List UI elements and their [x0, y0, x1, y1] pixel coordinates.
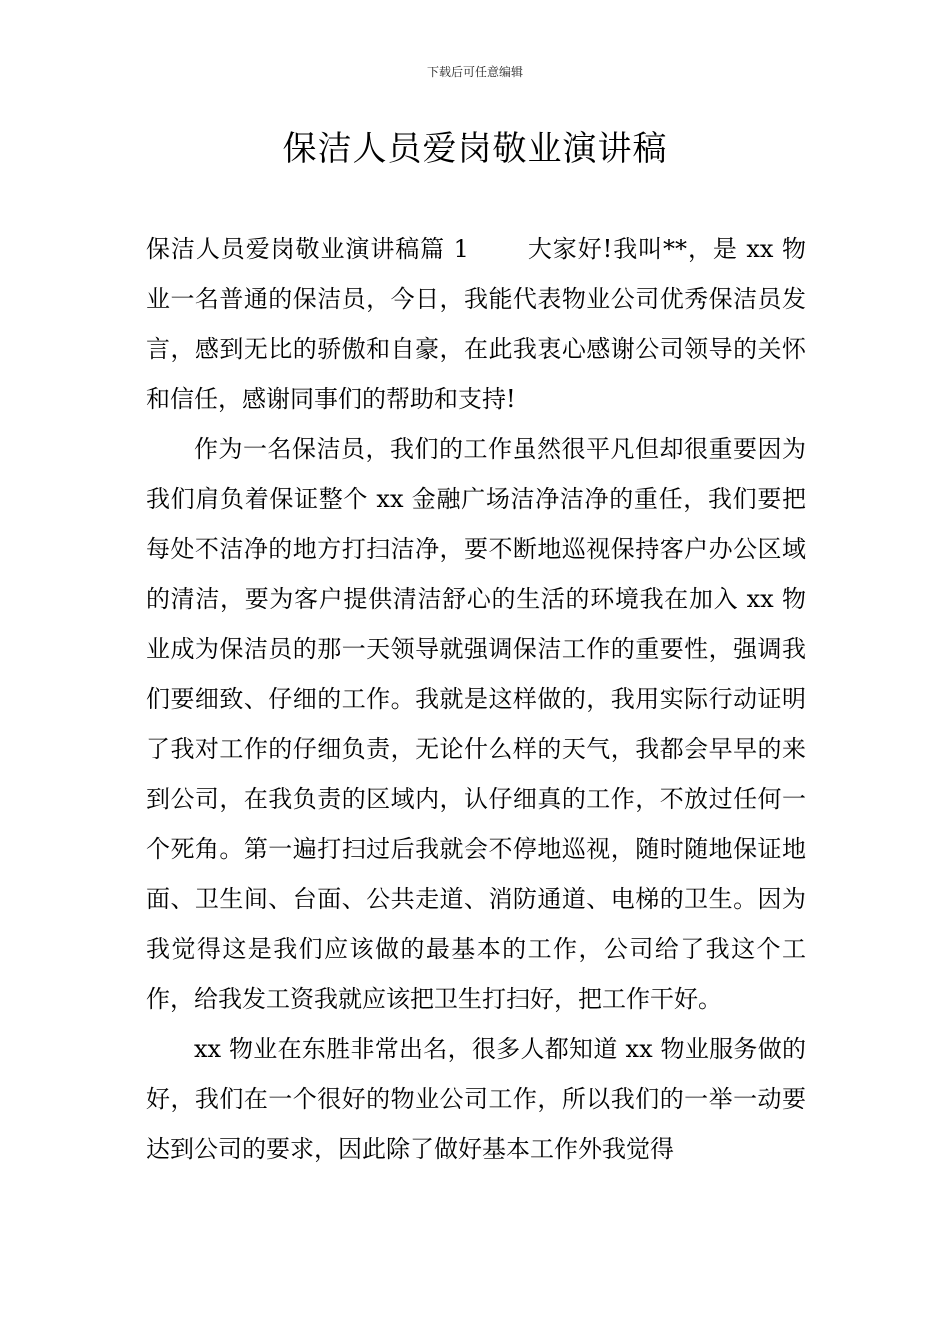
- document-title: 保洁人员爱岗敬业演讲稿: [282, 129, 668, 169]
- section-label: 保洁人员爱岗敬业演讲稿篇 1: [146, 235, 469, 263]
- paragraph-2: 作为一名保洁员，我们的工作虽然很平凡但却很重要因为我们肩负着保证整个 xx 金融广场洁净洁净的重任，我们要把每处不洁净的地方打扫洁净，要不断地巡视保持客户办公区域的清洁，要为客户提供清洁舒心的生活的环境我在加入 xx 物业成为保洁员的那一天领导就强调保洁工作的重要性，强调我们要细致、仔细的工作。我就是这样做的，我用实际行动证明了我对工作的仔细负责，无论什么样的天气，我都会早早的来到公司，在我负责的区域内，认仔细真的工作，不放过任何一个死角。第一遍打扫过后我就会不停地巡视，随时随地保证地面、卫生间、台面、公共走道、消防通道、电梯的卫生。因为我觉得这是我们应该做的最基本的工作，公司给了我这个工作，给我发工资我就应该把卫生打扫好，把工作干好。: [146, 435, 806, 1013]
- header-note: 下载后可任意编辑: [426, 65, 523, 79]
- document-body: [146, 224, 806, 1174]
- paragraph-1-text: 大家好!我叫**，是 xx 物业一名普通的保洁员，今日，我能代表物业公司优秀保洁员发言，感到无比的骄傲和自豪，在此我衷心感谢公司领导的关怀和信任，感谢同事们的帮助和支持!: [146, 235, 806, 413]
- paragraph-1: [146, 224, 806, 424]
- paragraph-3: xx 物业在东胜非常出名，很多人都知道 xx 物业服务做的好，我们在一个很好的物业公司工作，所以我们的一举一动要达到公司的要求，因此除了做好基本工作外我觉得: [146, 1035, 806, 1163]
